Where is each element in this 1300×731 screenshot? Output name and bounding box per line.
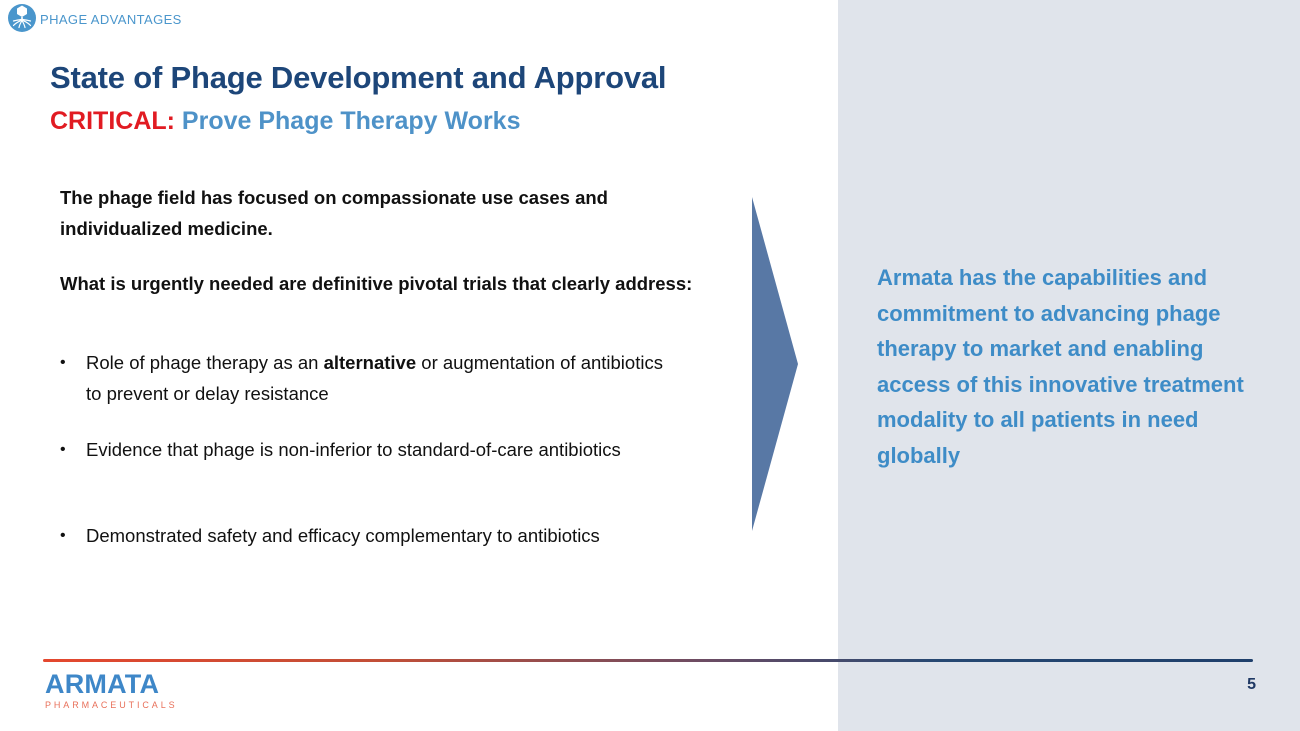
footer-divider	[43, 659, 1253, 662]
bullet-text-pre: Evidence that phage is non-inferior to standard-of-care antibiotics	[86, 439, 621, 460]
page-number: 5	[1247, 676, 1256, 693]
page-title: State of Phage Development and Approval	[50, 60, 667, 95]
bullet-text	[86, 520, 678, 551]
logo-brand-text: ARMATA	[45, 669, 160, 699]
bullet-text	[86, 434, 678, 465]
bullet-marker: •	[60, 354, 66, 371]
callout-text: Armata has the capabilities and commitment to advancing phage therapy to market and enabling access of this innovative treatment modality to all patients in need globally	[877, 265, 1244, 468]
logo-subtitle-text: PHARMACEUTICALS	[45, 700, 178, 710]
subtitle-text: Prove Phage Therapy Works	[174, 107, 521, 135]
body-paragraph-1: The phage field has focused on compassionate use cases and individualized medicine.	[60, 187, 608, 239]
bullet-text-pre: Role of phage therapy as an	[86, 352, 324, 373]
header-badge	[8, 4, 36, 32]
phage-icon	[8, 2, 36, 35]
bullet-marker: •	[60, 527, 66, 544]
body-paragraph-2: What is urgently needed are definitive pivotal trials that clearly address:	[60, 273, 693, 294]
bullet-item	[60, 347, 685, 409]
armata-logo	[45, 670, 225, 711]
right-arrow-shape	[751, 196, 799, 532]
bullet-marker: •	[60, 441, 66, 458]
bullet-text-post: or augmentation of antibiotics to prevent or delay resistance	[86, 352, 663, 404]
subtitle-critical-label: CRITICAL:	[50, 107, 175, 135]
bullet-item	[60, 520, 685, 551]
bullet-text	[86, 347, 678, 409]
header-badge-label: PHAGE ADVANTAGES	[40, 12, 182, 27]
page-subtitle	[50, 106, 790, 136]
bullet-text-pre: Demonstrated safety and efficacy complementary to antibiotics	[86, 525, 600, 546]
bullet-text-bold: alternative	[323, 352, 417, 373]
bullet-item	[60, 434, 685, 465]
